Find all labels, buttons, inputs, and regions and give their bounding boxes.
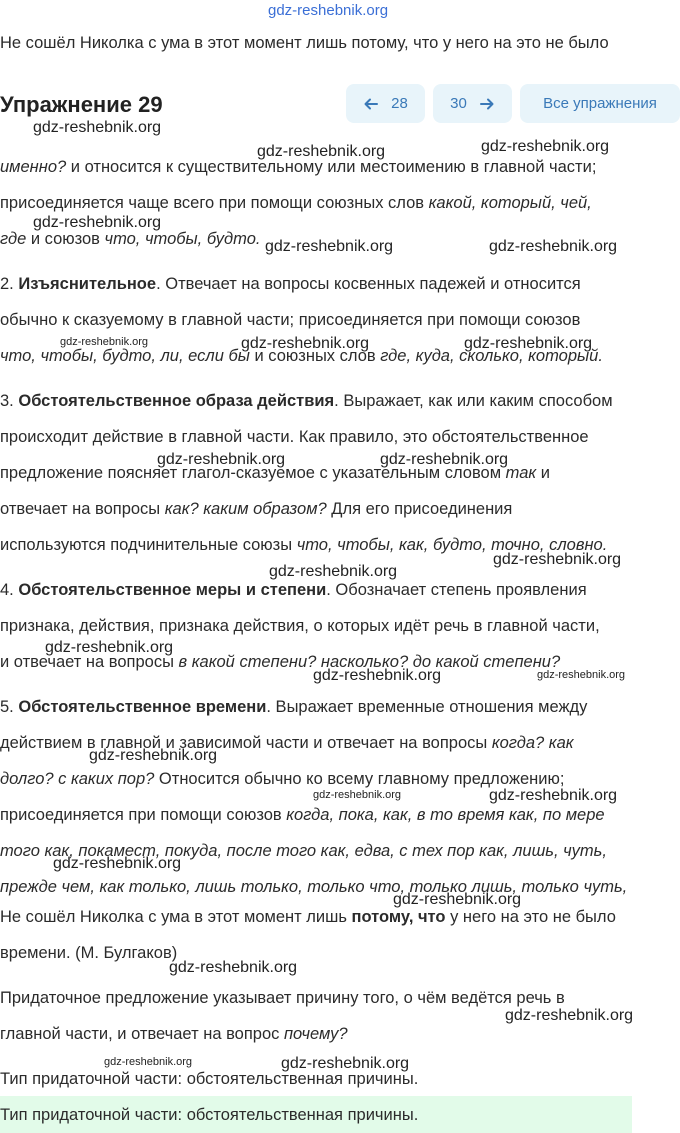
p3-heading: Обстоятельственное образа действия xyxy=(18,392,335,410)
p1-line-3-italic-2: что, чтобы, будто. xyxy=(104,230,261,248)
p3-num: 3. xyxy=(0,392,19,410)
next-exercise-label: 30 xyxy=(450,95,467,112)
explanation-line-2-text: главной части, и отвечает на вопрос xyxy=(0,1025,284,1043)
p2-line-3-italic-1: что, чтобы, будто, ли, если бы xyxy=(0,347,250,365)
p2-line-2: обычно к сказуемому в главной части; присоединяется при помощи союзов xyxy=(0,311,581,329)
example-line-1-text: Не сошёл Николка с ума в этот момент лишь xyxy=(0,908,352,926)
arrow-left-icon xyxy=(363,96,379,112)
p1-line-2 xyxy=(0,194,592,213)
p5-line-5-italic: того как, покамест, покуда, после того как, едва, с тех пор как, лишь, чуть, xyxy=(0,842,607,860)
p4-line-1 xyxy=(0,581,587,600)
next-exercise-button[interactable] xyxy=(433,84,512,123)
p3-line-3-text: предложение поясняет глагол-сказуемое с указательным словом xyxy=(0,464,506,482)
p1-line-3 xyxy=(0,230,260,249)
watermark: gdz-reshebnik.org xyxy=(489,238,618,255)
intro-line: Не сошёл Николка с ума в этот момент лишь потому, что у него на это не было xyxy=(0,34,609,52)
watermark: gdz-reshebnik.org xyxy=(60,336,149,348)
p3-line-5-italic: что, чтобы, как, будто, точно, словно. xyxy=(296,536,608,554)
p3-line-1-text: . Выражает, как или каким способом xyxy=(334,392,613,410)
explanation-line-2-italic: почему? xyxy=(283,1025,348,1043)
p1-line-1-text: и относится к существительному или местоимению в главной части; xyxy=(66,158,597,176)
p5-heading: Обстоятельственное времени xyxy=(18,698,267,716)
p5-line-2-italic: когда? как xyxy=(491,734,574,752)
all-exercises-label: Все упражнения xyxy=(543,95,657,112)
p4-line-3-italic: в какой степени? насколько? до какой степени? xyxy=(178,653,561,671)
watermark: gdz-reshebnik.org xyxy=(464,335,593,352)
p3-line-3-italic: так xyxy=(505,464,537,482)
watermark: gdz-reshebnik.org xyxy=(33,214,162,231)
watermark: gdz-reshebnik.org xyxy=(493,551,622,568)
p3-line-3-text-2: и xyxy=(536,464,550,482)
p5-num: 5. xyxy=(0,698,19,716)
p1-line-3-italic-1: где xyxy=(0,230,27,248)
watermark: gdz-reshebnik.org xyxy=(257,143,386,160)
p1-line-2-italic: какой, который, чей, xyxy=(428,194,592,212)
watermark: gdz-reshebnik.org xyxy=(537,669,626,681)
p5-line-1-text: . Выражает временные отношения между xyxy=(266,698,588,716)
prev-exercise-label: 28 xyxy=(391,95,408,112)
p5-line-3 xyxy=(0,770,564,789)
p4-line-2: признака, действия, признака действия, о которых идёт речь в главной части, xyxy=(0,617,600,635)
all-exercises-button[interactable] xyxy=(520,84,680,123)
watermark: gdz-reshebnik.org xyxy=(313,789,402,801)
p4-line-3-text: и отвечает на вопросы xyxy=(0,653,179,671)
p1-line-3-text: и союзов xyxy=(26,230,105,248)
watermark: gdz-reshebnik.org xyxy=(33,119,162,136)
watermark: gdz-reshebnik.org xyxy=(393,891,522,908)
arrow-right-icon xyxy=(479,96,495,112)
explanation-line-2 xyxy=(0,1025,348,1044)
example-line-1-bold: потому, что xyxy=(351,908,446,926)
watermark: gdz-reshebnik.org xyxy=(89,747,218,764)
p3-line-4-text-2: Для его присоединения xyxy=(326,500,513,518)
watermark: gdz-reshebnik.org xyxy=(505,1007,634,1024)
watermark: gdz-reshebnik.org xyxy=(489,787,618,804)
p3-line-2: происходит действие в главной части. Как правило, это обстоятельственное xyxy=(0,428,589,446)
watermark: gdz-reshebnik.org xyxy=(269,563,398,580)
watermark: gdz-reshebnik.org xyxy=(53,855,182,872)
p3-line-1 xyxy=(0,392,613,411)
p2-line-1-text: . Отвечает на вопросы косвенных падежей и относится xyxy=(156,275,581,293)
p5-line-3-italic: долго? с каких пор? xyxy=(0,770,155,788)
watermark: gdz-reshebnik.org xyxy=(481,138,610,155)
type-line: Тип придаточной части: обстоятельственная причины. xyxy=(0,1070,419,1088)
watermark: gdz-reshebnik.org xyxy=(157,451,286,468)
p5-line-6 xyxy=(0,878,627,897)
p2-line-1 xyxy=(0,275,581,294)
p1-line-1-italic: именно? xyxy=(0,158,67,176)
p2-line-3-italic-2: где, куда, сколько, который. xyxy=(380,347,603,365)
example-line-1-text-2: у него на это не было xyxy=(445,908,616,926)
p5-line-1 xyxy=(0,698,587,717)
watermark: gdz-reshebnik.org xyxy=(169,959,298,976)
watermark-top: gdz-reshebnik.org xyxy=(268,2,389,19)
example-line-2: времени. (М. Булгаков) xyxy=(0,944,178,962)
p4-num: 4. xyxy=(0,581,19,599)
example-line-1 xyxy=(0,908,616,927)
p5-line-6-italic: прежде чем, как только, лишь только, только что, только лишь, только чуть, xyxy=(0,878,628,896)
p4-line-1-text: . Обозначает степень проявления xyxy=(326,581,587,599)
p5-line-2 xyxy=(0,734,574,753)
page-title: Упражнение 29 xyxy=(0,92,163,117)
watermark: gdz-reshebnik.org xyxy=(313,667,442,684)
p3-line-4 xyxy=(0,500,512,519)
explanation-line-1: Придаточное предложение указывает причину того, о чём ведётся речь в xyxy=(0,989,565,1007)
p5-line-4-italic: когда, пока, как, в то время как, по мере xyxy=(286,806,605,824)
p5-line-3-text: Относится обычно ко всему главному предложению; xyxy=(154,770,565,788)
watermark: gdz-reshebnik.org xyxy=(281,1055,410,1072)
watermark: gdz-reshebnik.org xyxy=(104,1056,193,1068)
p3-line-4-italic: как? каким образом? xyxy=(164,500,327,518)
watermark: gdz-reshebnik.org xyxy=(380,451,509,468)
p2-line-3-text: и союзных слов xyxy=(249,347,381,365)
p1-line-2-text: присоединяется чаще всего при помощи союзных слов xyxy=(0,194,429,212)
p3-line-4-text: отвечает на вопросы xyxy=(0,500,165,518)
p3-line-5-text: используются подчинительные союзы xyxy=(0,536,297,554)
p5-line-2-text: действием в главной и зависимой части и отвечает на вопросы xyxy=(0,734,492,752)
p2-heading: Изъяснительное xyxy=(18,275,157,293)
p2-num: 2. xyxy=(0,275,19,293)
p4-heading: Обстоятельственное меры и степени xyxy=(18,581,327,599)
watermark: gdz-reshebnik.org xyxy=(241,335,370,352)
watermark: gdz-reshebnik.org xyxy=(265,238,394,255)
prev-exercise-button[interactable] xyxy=(346,84,425,123)
answer-text: Тип придаточной части: обстоятельственная причины. xyxy=(0,1106,419,1124)
watermark: gdz-reshebnik.org xyxy=(45,639,174,656)
p5-line-4 xyxy=(0,806,605,825)
p5-line-4-text: присоединяется при помощи союзов xyxy=(0,806,287,824)
